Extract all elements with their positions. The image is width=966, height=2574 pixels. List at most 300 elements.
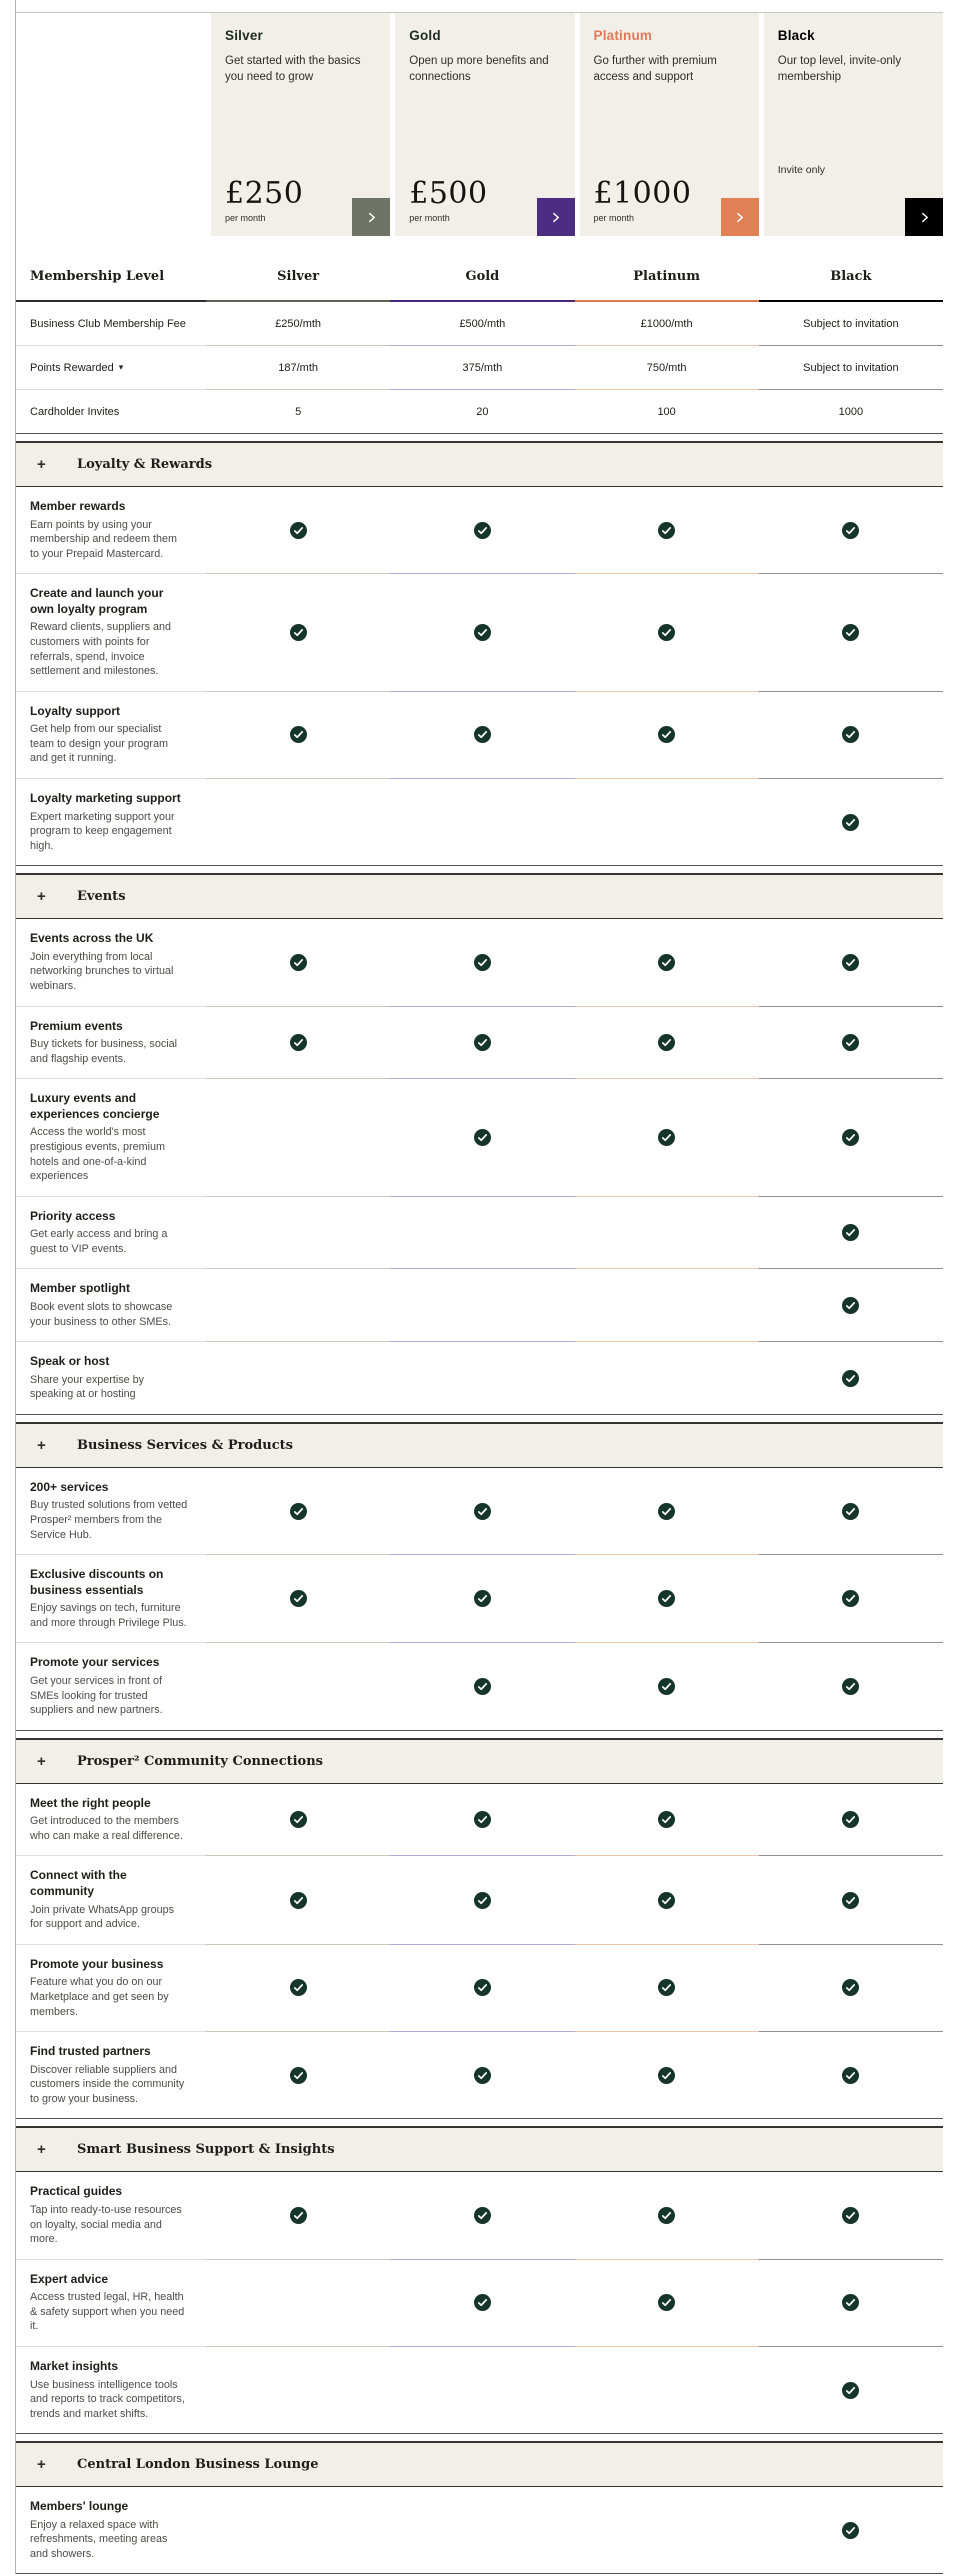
check-cell <box>390 779 574 866</box>
feature-row-promote-your-business <box>16 1945 943 2032</box>
arrow-right-icon <box>918 211 931 224</box>
check-icon-wrap <box>290 1892 307 1909</box>
row-label-text: Points Rewarded <box>30 361 114 374</box>
feature-description: Get help from our specialist team to design your program and get it running. <box>30 723 169 765</box>
check-icon-wrap <box>842 2067 859 2084</box>
check-icon-wrap <box>842 1678 859 1695</box>
feature-row-meet-the-right-people <box>16 1784 943 1857</box>
check-cell <box>206 2260 390 2347</box>
plan-name: Gold <box>409 28 441 43</box>
cell-value: £500/mth <box>390 302 574 346</box>
check-icon <box>474 522 491 539</box>
check-icon-wrap <box>474 1678 491 1695</box>
check-cell <box>206 1856 390 1944</box>
check-icon <box>474 1034 491 1051</box>
section-title: Business Services & Products <box>77 1437 293 1453</box>
check-icon <box>290 1892 307 1909</box>
check-icon-wrap <box>658 1678 675 1695</box>
plan-cta-black-button[interactable] <box>905 198 943 236</box>
feature-title: Connect with the community <box>30 1868 127 1899</box>
feature-row-premium-events <box>16 1007 943 1080</box>
check-icon <box>290 522 307 539</box>
plan-price: £250 <box>225 176 304 211</box>
expand-icon: + <box>37 1436 46 1454</box>
expand-icon: + <box>37 2141 46 2159</box>
check-cell <box>390 2260 574 2347</box>
check-cell <box>206 919 390 1006</box>
check-icon <box>842 954 859 971</box>
feature-title: Priority access <box>30 1208 116 1223</box>
feature-label <box>16 1197 206 1270</box>
check-cell <box>206 692 390 779</box>
check-icon-wrap <box>290 1503 307 1520</box>
check-cell <box>759 1555 943 1643</box>
table-row-business-club-membership-fee <box>16 302 943 346</box>
check-cell <box>575 1945 759 2032</box>
table-row-cardholder-invites <box>16 390 943 434</box>
feature-title: Find trusted partners <box>30 2044 151 2059</box>
check-icon-wrap <box>474 726 491 743</box>
check-cell <box>759 487 943 574</box>
check-icon-wrap <box>474 2067 491 2084</box>
check-cell <box>575 1856 759 1944</box>
feature-title: Promote your business <box>30 1956 164 1971</box>
check-cell <box>759 1079 943 1196</box>
check-icon <box>842 2067 859 2084</box>
feature-description: Earn points by using your membership and redeem them to your Prepaid Mastercard. <box>30 518 178 560</box>
plan-description: Our top level, invite-only membership <box>777 55 902 84</box>
check-cell <box>206 2487 390 2574</box>
check-icon <box>474 2207 491 2224</box>
check-icon <box>658 1590 675 1607</box>
check-cell <box>206 1007 390 1080</box>
check-icon <box>658 1892 675 1909</box>
check-icon <box>658 624 675 641</box>
section-title: Central London Business Lounge <box>77 2457 319 2473</box>
check-icon <box>842 814 859 831</box>
expand-icon: + <box>37 2456 46 2474</box>
check-icon-wrap <box>842 726 859 743</box>
feature-description: Buy trusted solutions from vetted Prosper² members from the Service Hub. <box>30 1499 188 1541</box>
feature-label <box>16 1079 206 1196</box>
feature-row-members-lounge <box>16 2487 943 2574</box>
cell-value: Subject to invitation <box>759 302 943 346</box>
check-cell <box>575 1007 759 1080</box>
check-icon-wrap <box>842 2294 859 2311</box>
check-icon <box>842 1811 859 1828</box>
feature-description: Use business intelligence tools and reports to track competitors, trends and market shifts. <box>30 2378 185 2420</box>
feature-label <box>16 919 206 1006</box>
check-icon-wrap <box>842 1979 859 1996</box>
cell-value: 375/mth <box>390 346 574 390</box>
check-icon <box>474 1979 491 1996</box>
plan-cards-row <box>16 12 943 236</box>
check-cell <box>759 1197 943 1270</box>
check-icon-wrap <box>658 624 675 641</box>
arrow-right-icon <box>365 211 378 224</box>
check-icon-wrap <box>658 522 675 539</box>
column-header-black: Black <box>759 252 943 302</box>
check-icon <box>842 1129 859 1146</box>
plan-price: £1000 <box>593 176 692 211</box>
check-icon-wrap <box>474 1503 491 1520</box>
check-icon-wrap <box>658 1979 675 1996</box>
check-cell <box>575 487 759 574</box>
feature-description: Tap into ready-to-use resources on loyalty, social media and more. <box>30 2203 182 2246</box>
section-header-smart-business-support-insights[interactable] <box>16 2126 943 2172</box>
check-cell <box>206 2032 390 2119</box>
check-cell <box>575 2172 759 2259</box>
check-icon <box>290 726 307 743</box>
plan-cta-gold-button[interactable] <box>537 198 575 236</box>
check-icon-wrap <box>474 522 491 539</box>
check-cell <box>575 2032 759 2119</box>
row-label-text: Cardholder Invites <box>30 405 120 418</box>
check-cell <box>206 1269 390 1342</box>
check-cell <box>390 1269 574 1342</box>
check-cell <box>390 919 574 1006</box>
check-icon-wrap <box>290 2207 307 2224</box>
check-icon <box>474 726 491 743</box>
check-cell <box>575 1643 759 1730</box>
feature-label <box>16 1342 206 1415</box>
cell-value: £1000/mth <box>575 302 759 346</box>
feature-row-connect-with-the-community <box>16 1856 943 1944</box>
check-icon <box>842 1892 859 1909</box>
plan-price-period: per month <box>593 213 635 223</box>
membership-level-header: Membership Level <box>16 252 206 302</box>
feature-row-priority-access <box>16 1197 943 1270</box>
section-title: Events <box>77 889 126 905</box>
cell-value: 5 <box>206 390 390 434</box>
check-icon-wrap <box>842 1370 859 1387</box>
check-icon <box>842 624 859 641</box>
check-cell <box>575 2487 759 2574</box>
section-header-loyalty-rewards[interactable] <box>16 441 943 487</box>
check-icon <box>290 1503 307 1520</box>
arrow-right-icon <box>549 211 562 224</box>
feature-description: Get your services in front of SMEs looking for trusted suppliers and new partners. <box>30 1675 163 1717</box>
feature-label <box>16 1945 206 2032</box>
check-icon <box>290 1034 307 1051</box>
check-cell <box>390 487 574 574</box>
check-icon <box>474 1811 491 1828</box>
plan-card-silver <box>211 13 390 236</box>
check-cell <box>759 1468 943 1555</box>
check-cell <box>206 487 390 574</box>
check-icon-wrap <box>658 1811 675 1828</box>
check-icon <box>842 1979 859 1996</box>
check-icon-wrap <box>474 1034 491 1051</box>
feature-label <box>16 779 206 866</box>
check-icon-wrap <box>658 954 675 971</box>
check-icon <box>842 1590 859 1607</box>
feature-description: Access trusted legal, HR, health & safety support when you need it. <box>30 2291 185 2333</box>
plan-cta-platinum-button[interactable] <box>721 198 759 236</box>
feature-row-loyalty-marketing-support <box>16 779 943 866</box>
arrow-right-icon <box>733 211 746 224</box>
check-cell <box>390 1643 574 1730</box>
check-icon <box>842 1678 859 1695</box>
check-cell <box>206 1197 390 1270</box>
check-icon-wrap <box>290 1979 307 1996</box>
check-icon <box>474 1590 491 1607</box>
check-cell <box>390 1468 574 1555</box>
expand-icon: + <box>37 1752 46 1770</box>
check-icon-wrap <box>842 624 859 641</box>
row-label <box>16 390 206 434</box>
check-icon-wrap <box>842 954 859 971</box>
feature-row-market-insights <box>16 2347 943 2434</box>
feature-description: Share your expertise by speaking at or hosting <box>30 1373 145 1401</box>
check-icon-wrap <box>658 2207 675 2224</box>
feature-title: Premium events <box>30 1018 123 1033</box>
check-icon-wrap <box>290 522 307 539</box>
check-icon-wrap <box>658 1892 675 1909</box>
feature-row-find-trusted-partners <box>16 2032 943 2119</box>
check-cell <box>206 574 390 691</box>
feature-label <box>16 1643 206 1730</box>
section-title: Smart Business Support & Insights <box>77 2142 335 2158</box>
check-icon-wrap <box>474 1892 491 1909</box>
check-cell <box>206 2347 390 2434</box>
expand-icon: + <box>37 456 46 473</box>
check-icon <box>658 1503 675 1520</box>
check-icon <box>290 1590 307 1607</box>
check-icon <box>658 522 675 539</box>
feature-description: Join everything from local networking brunches to virtual webinars. <box>30 950 174 992</box>
feature-label <box>16 1784 206 1857</box>
check-cell <box>206 1079 390 1196</box>
feature-title: Events across the UK <box>30 931 154 946</box>
section-title: Prosper² Community Connections <box>77 1753 323 1769</box>
pricing-page <box>15 0 943 2574</box>
check-icon <box>658 2207 675 2224</box>
check-cell <box>575 919 759 1006</box>
check-cell <box>759 2260 943 2347</box>
table-header-row <box>16 252 943 302</box>
feature-description: Get introduced to the members who can make a real difference. <box>30 1815 183 1842</box>
feature-description: Enjoy a relaxed space with refreshments, meeting areas and showers. <box>30 2518 168 2560</box>
feature-row-luxury-events-and-experiences-concierge <box>16 1079 943 1196</box>
check-icon-wrap <box>842 522 859 539</box>
feature-label <box>16 2487 206 2574</box>
points-dropdown-icon[interactable]: ▾ <box>118 362 124 372</box>
check-icon <box>474 1503 491 1520</box>
invite-only-note: Invite only <box>777 164 826 176</box>
check-icon-wrap <box>474 1979 491 1996</box>
plan-name: Silver <box>225 28 263 43</box>
check-icon-wrap <box>842 1129 859 1146</box>
check-icon-wrap <box>474 1129 491 1146</box>
feature-label <box>16 1856 206 1944</box>
check-icon-wrap <box>474 1590 491 1607</box>
check-cell <box>759 1945 943 2032</box>
check-icon <box>658 1678 675 1695</box>
check-cell <box>759 919 943 1006</box>
feature-label <box>16 487 206 574</box>
feature-row-create-and-launch-your-own-loyalty-program <box>16 574 943 691</box>
check-icon-wrap <box>842 1224 859 1241</box>
feature-title: 200+ services <box>30 1479 109 1494</box>
check-icon <box>290 954 307 971</box>
row-label <box>16 346 206 390</box>
check-icon-wrap <box>290 1811 307 1828</box>
check-icon <box>474 2294 491 2311</box>
feature-title: Member spotlight <box>30 1281 131 1296</box>
check-cell <box>759 1784 943 1857</box>
check-icon-wrap <box>842 1503 859 1520</box>
plan-cta-silver-button[interactable] <box>352 198 390 236</box>
feature-description: Enjoy savings on tech, furniture and more through Privilege Plus. <box>30 1602 187 1629</box>
check-icon-wrap <box>290 624 307 641</box>
feature-title: Loyalty support <box>30 703 121 718</box>
feature-title: Promote your services <box>30 1655 160 1670</box>
check-cell <box>390 2487 574 2574</box>
feature-title: Meet the right people <box>30 1795 151 1810</box>
check-icon <box>842 2522 859 2539</box>
feature-row-events-across-the-uk <box>16 919 943 1006</box>
check-icon-wrap <box>290 1034 307 1051</box>
feature-title: Loyalty marketing support <box>30 791 181 805</box>
check-icon <box>842 1503 859 1520</box>
section-header-prosper-community-connections[interactable] <box>16 1738 943 1784</box>
table-row-points-rewarded <box>16 346 943 390</box>
column-header-platinum: Platinum <box>575 252 759 302</box>
feature-label <box>16 1468 206 1555</box>
check-icon-wrap <box>658 1503 675 1520</box>
check-icon-wrap <box>842 2522 859 2539</box>
check-icon <box>658 726 675 743</box>
check-cell <box>206 1784 390 1857</box>
check-icon <box>658 1979 675 1996</box>
feature-title: Create and launch your own loyalty program <box>30 586 164 616</box>
feature-title: Speak or host <box>30 1354 110 1369</box>
check-icon <box>658 1129 675 1146</box>
comparison-table <box>16 252 943 2574</box>
feature-row-practical-guides <box>16 2172 943 2259</box>
check-cell <box>575 779 759 866</box>
feature-label <box>16 1555 206 1643</box>
check-cell <box>390 1007 574 1080</box>
feature-description: Get early access and bring a guest to VIP events. <box>30 1228 168 1255</box>
check-icon-wrap <box>290 726 307 743</box>
check-icon <box>474 1678 491 1695</box>
check-icon <box>842 1034 859 1051</box>
cell-value: 187/mth <box>206 346 390 390</box>
check-cell <box>575 1555 759 1643</box>
check-cell <box>759 1856 943 1944</box>
check-cell <box>575 2260 759 2347</box>
feature-label <box>16 2032 206 2119</box>
feature-description: Feature what you do on our Marketplace and get seen by members. <box>30 1976 169 2018</box>
price-block <box>225 176 303 223</box>
cell-value: 100 <box>575 390 759 434</box>
check-cell <box>390 2172 574 2259</box>
check-icon <box>842 2207 859 2224</box>
check-icon-wrap <box>290 2067 307 2084</box>
check-icon-wrap <box>290 1590 307 1607</box>
check-icon-wrap <box>474 624 491 641</box>
check-icon <box>290 2067 307 2084</box>
plan-card-gold <box>395 13 574 236</box>
check-icon-wrap <box>474 2207 491 2224</box>
check-icon <box>658 954 675 971</box>
check-icon <box>290 624 307 641</box>
feature-row-expert-advice <box>16 2260 943 2347</box>
plan-price-period: per month <box>225 213 266 223</box>
check-cell <box>390 1945 574 2032</box>
check-cell <box>575 1468 759 1555</box>
feature-title: Market insights <box>30 2358 119 2373</box>
check-icon-wrap <box>658 1129 675 1146</box>
check-cell <box>206 2172 390 2259</box>
feature-description: Reward clients, suppliers and customers with points for referrals, spend, invoice settlement and milestones. <box>30 621 172 678</box>
check-icon-wrap <box>658 1034 675 1051</box>
section-header-events[interactable] <box>16 873 943 919</box>
feature-title: Exclusive discounts on business essentials <box>30 1567 164 1597</box>
price-block <box>594 176 692 223</box>
check-icon <box>842 1370 859 1387</box>
check-cell <box>206 1468 390 1555</box>
check-cell <box>390 692 574 779</box>
check-cell <box>390 1856 574 1944</box>
check-icon-wrap <box>842 1297 859 1314</box>
check-cell <box>575 1784 759 1857</box>
feature-description: Expert marketing support your program to keep engagement high. <box>30 810 175 852</box>
feature-description: Access the world's most prestigious events, premium hotels and one-of-a-kind experiences <box>30 1126 166 1183</box>
check-cell <box>759 779 943 866</box>
check-icon-wrap <box>842 1811 859 1828</box>
check-cell <box>759 1643 943 1730</box>
check-icon <box>474 624 491 641</box>
feature-label <box>16 1007 206 1080</box>
check-icon-wrap <box>658 2294 675 2311</box>
check-cell <box>206 1945 390 2032</box>
check-cell <box>575 574 759 691</box>
plan-card-platinum <box>580 13 759 236</box>
check-cell <box>206 779 390 866</box>
feature-label <box>16 2260 206 2347</box>
check-icon <box>658 1034 675 1051</box>
feature-title: Member rewards <box>30 499 126 513</box>
section-header-central-london-business-lounge[interactable] <box>16 2441 943 2487</box>
check-icon <box>842 726 859 743</box>
expand-icon: + <box>37 888 46 906</box>
check-cell <box>390 1555 574 1643</box>
top-left-spacer <box>16 13 206 236</box>
check-icon <box>290 1811 307 1828</box>
check-cell <box>390 2032 574 2119</box>
feature-description: Join private WhatsApp groups for support and advice. <box>30 1903 175 1931</box>
feature-label <box>16 2347 206 2434</box>
check-cell <box>759 1342 943 1415</box>
check-icon <box>842 1224 859 1241</box>
check-icon-wrap <box>842 1034 859 1051</box>
feature-row-member-spotlight <box>16 1269 943 1342</box>
plan-description: Get started with the basics you need to grow <box>225 55 361 84</box>
column-header-gold: Gold <box>390 252 574 302</box>
check-icon <box>842 522 859 539</box>
check-cell <box>390 1079 574 1196</box>
check-icon-wrap <box>842 1892 859 1909</box>
check-icon-wrap <box>842 2207 859 2224</box>
plan-description: Open up more benefits and connections <box>409 55 549 84</box>
feature-description: Book event slots to showcase your business to other SMEs. <box>30 1301 173 1328</box>
plan-price-period: per month <box>409 213 450 223</box>
section-header-business-services-products[interactable] <box>16 1422 943 1468</box>
feature-label <box>16 1269 206 1342</box>
